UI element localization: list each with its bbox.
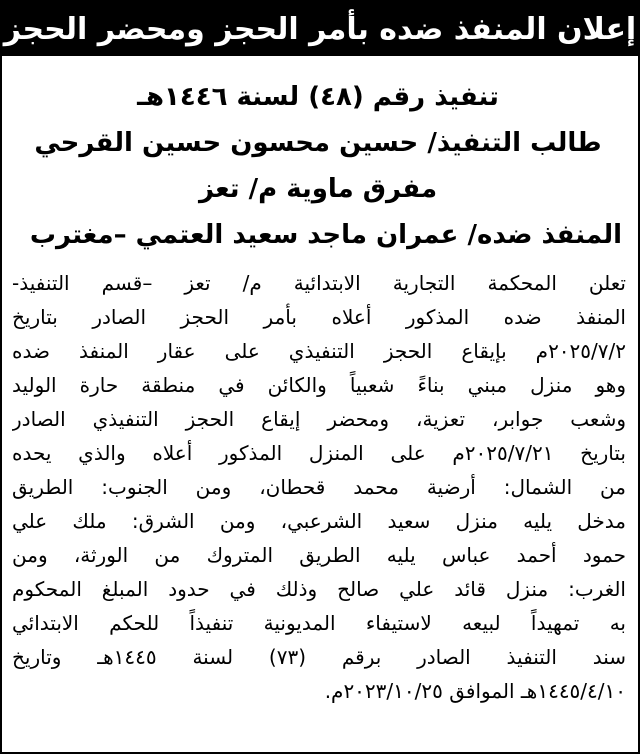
requester-address: مفرق ماوية م/ تعز: [198, 174, 438, 204]
case-number: تنفيذ رقم (٤٨) لسنة ١٤٤٦هـ: [137, 82, 499, 112]
body-line: ٢٠٢٥/٧/٢م بإيقاع الحجز التنفيذي على عقار المنفذ ضده: [12, 339, 626, 363]
notice-title: إعلان المنفذ ضده بأمر الحجز ومحضر الحجز: [2, 2, 638, 56]
body-line: مدخل يليه منزل سعيد الشرعبي، ومن الشرق: ملك علي: [12, 509, 626, 533]
body-line: سند التنفيذ الصادر برقم (٧٣) لسنة ١٤٤٥هـ وتاريخ: [12, 645, 626, 669]
body-line: وهو منزل مبني بناءً شعبياً والكائن في منطقة حارة الوليد: [12, 373, 626, 397]
body-line: بتاريخ ٢٠٢٥/٧/٢١م على المنزل المذكور أعلاه والذي يحده: [12, 441, 626, 465]
case-details: [14, 74, 622, 258]
notice-body: [12, 266, 626, 708]
executed-against: المنفذ ضده/ عمران ماجد سعيد العتمي –مغترب: [29, 220, 622, 250]
body-line: المنفذ ضده المذكور أعلاه بأمر الحجز الصادر بتاريخ: [12, 305, 626, 329]
body-line: به تمهيداً لبيعه لاستيفاء المديونية تنفيذاً للحكم الابتدائي: [12, 611, 626, 635]
body-line: حمود أحمد عباس يليه الطريق المتروك من الورثة، ومن: [12, 543, 626, 567]
body-line: من الشمال: أرضية محمد قحطان، ومن الجنوب: الطريق: [12, 475, 626, 499]
body-line: وشعب جوابر، تعزية، ومحضر إيقاع الحجز التنفيذي الصادر: [12, 407, 626, 431]
body-line: الغرب: منزل قائد علي صالح وذلك في حدود المبلغ المحكوم: [12, 577, 626, 601]
body-line: تعلن المحكمة التجارية الابتدائية م/ تعز –قسم التنفيذ-: [12, 271, 626, 295]
body-line: ١٤٤٥/٤/١٠هـ الموافق ٢٠٢٣/١٠/٢٥م.: [324, 679, 626, 703]
execution-requester: طالب التنفيذ/ حسين محسون حسين القرحي: [34, 128, 602, 158]
